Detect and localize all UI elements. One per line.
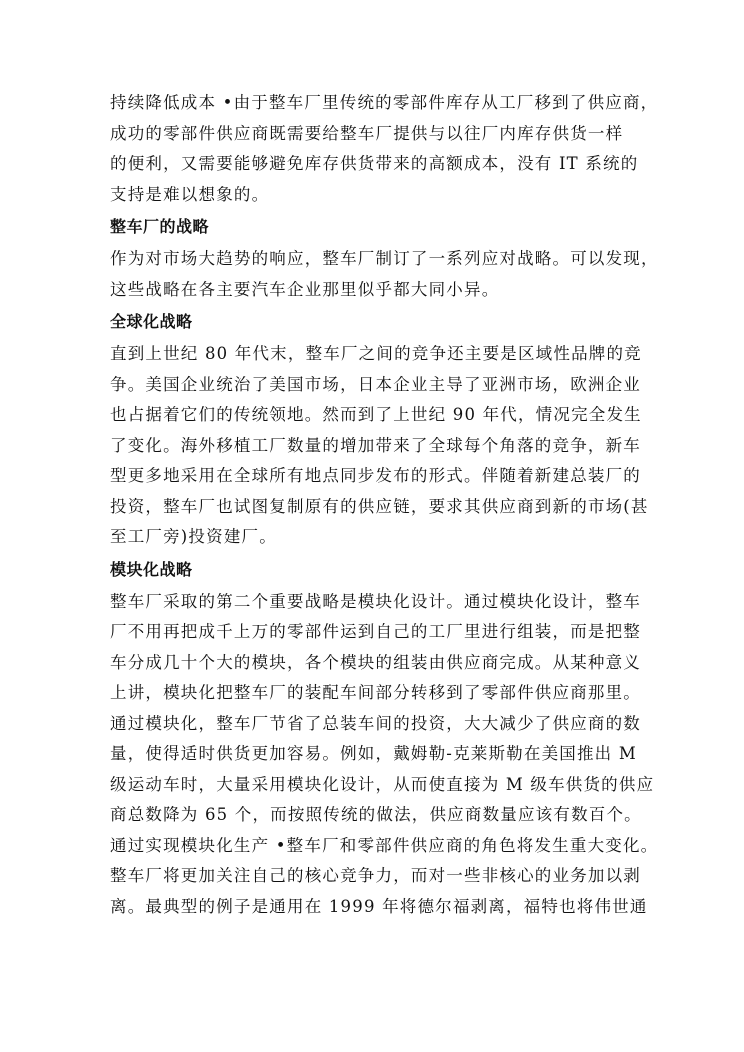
text-line: 投资，整车厂也试图复制原有的供应链，要求其供应商到新的市场(甚 <box>110 496 649 516</box>
text-line: 厂不用再把成千上万的零部件运到自己的工厂里进行组装，而是把整 <box>110 622 641 641</box>
text-line: 量，使得适时供货更加容易。例如，戴姆勒-克莱斯勒在美国推出 M <box>110 744 637 763</box>
text-line: 整车厂采取的第二个重要战略是模块化设计。通过模块化设计，整车 <box>110 591 641 611</box>
text-line: 争。美国企业统治了美国市场，日本企业主导了亚洲市场，欧洲企业 <box>110 374 641 394</box>
text-line: 了变化。海外移植工厂数量的增加带来了全球每个角落的竞争，新车 <box>110 435 641 455</box>
text-line: 离。最典型的例子是通用在 1999 年将德尔福剥离，福特也将伟世通 <box>110 896 648 916</box>
globalization-paragraph <box>110 339 649 553</box>
text-line: 这些战略在各主要汽车企业那里似乎都大同小异。 <box>110 279 500 299</box>
text-line: 级运动车时，大量采用模块化设计，从而使直接为 M 级车供货的供应 <box>110 774 655 794</box>
text-line: 上讲，模块化把整车厂的装配车间部分转移到了零部件供应商那里。 <box>110 683 641 702</box>
text-line: 商总数降为 65 个，而按照传统的做法，供应商数量应该有数百个。 <box>110 805 642 824</box>
text-line: 整车厂将更加关注自己的核心竞争力，而对一些非核心的业务加以剥 <box>110 866 641 885</box>
document-page <box>110 88 659 922</box>
text-line: 的便利，又需要能够避免库存供货带来的高额成本，没有 IT 系统的 <box>110 154 639 173</box>
intro-paragraph <box>110 88 659 210</box>
section-heading-modular: 模块化战略 <box>110 559 193 579</box>
text-line: 也占据着它们的传统领地。然而到了上世纪 90 年代，情况完全发生 <box>110 405 642 424</box>
text-line: 成功的零部件供应商既需要给整车厂提供与以往厂内库存供货一样 <box>110 123 624 143</box>
text-line: 型更多地采用在全球所有地点同步发布的形式。伴随着新建总装厂的 <box>110 466 641 485</box>
text-line: 持续降低成本 •由于整车厂里传统的零部件库存从工厂移到了供应商， <box>110 93 659 112</box>
text-line: 直到上世纪 80 年代末，整车厂之间的竞争还主要是区域性品牌的竞 <box>110 344 642 363</box>
text-line: 通过实现模块化生产 •整车厂和零部件供应商的角色将发生重大变化。 <box>110 835 659 855</box>
strategy-paragraph <box>110 244 659 305</box>
section-heading-strategy: 整车厂的战略 <box>110 217 210 236</box>
text-line: 至工厂旁)投资建厂。 <box>110 527 277 546</box>
text-line: 车分成几十个大的模块，各个模块的组装由供应商完成。从某种意义 <box>110 652 641 672</box>
text-line: 作为对市场大趋势的响应，整车厂制订了一系列应对战略。可以发现， <box>110 249 659 268</box>
modular-paragraph <box>110 587 659 923</box>
text-line: 支持是难以想象的。 <box>110 184 270 204</box>
section-heading-globalization: 全球化战略 <box>110 312 193 331</box>
text-line: 通过模块化，整车厂节省了总装车间的投资，大大减少了供应商的数 <box>110 713 641 733</box>
